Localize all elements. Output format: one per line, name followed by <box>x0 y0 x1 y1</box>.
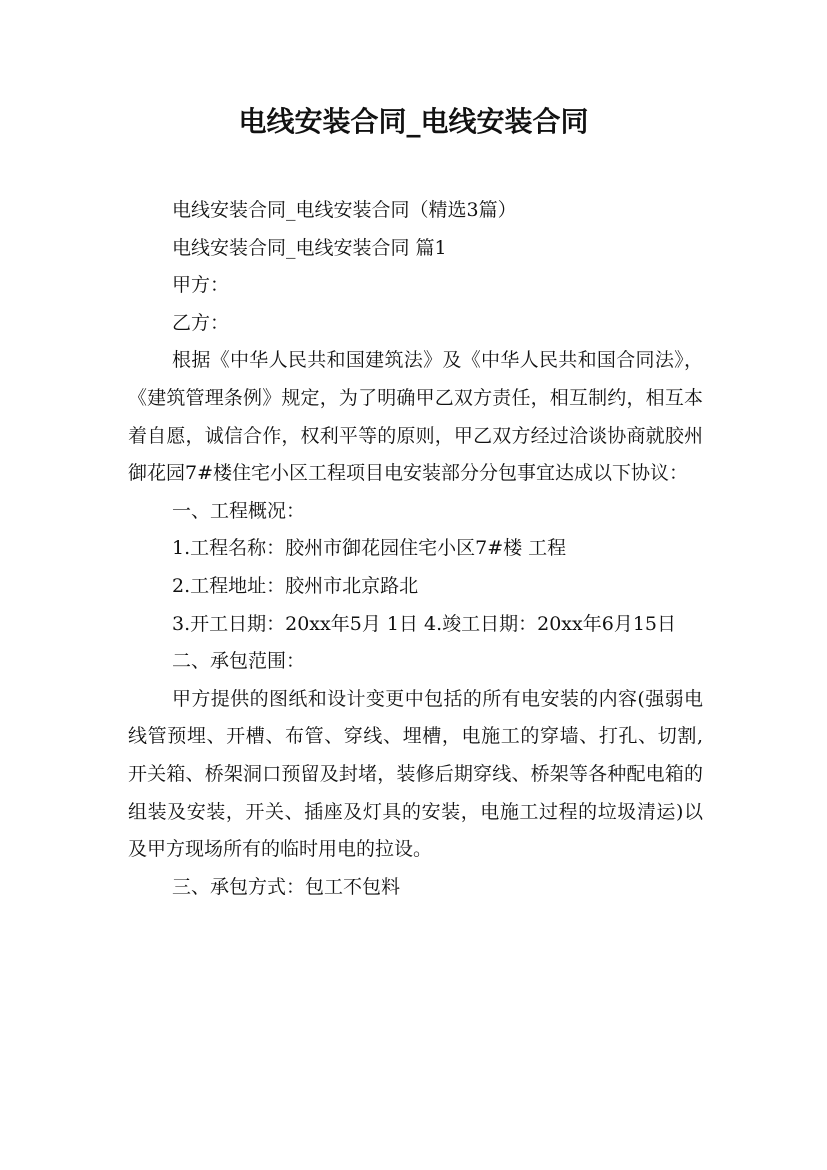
party-b-label: 乙方： <box>172 311 230 334</box>
document-title: 电线安装合同_电线安装合同 <box>238 105 589 138</box>
scope-paragraph: 甲方提供的图纸和设计变更中包括的所有电安装的内容(强弱电线管预埋、开槽、布管、穿线、埋槽，电施工的穿墙、打孔、切割,开关箱、桥架洞口预留及封堵，装修后期穿线、桥架等各种配电箱的组装及安装，开关、插座及灯具的安装，电施工过程的垃圾清运)以及甲方现场所有的临时用电的拉设。 <box>128 687 703 861</box>
section-3-heading: 三、承包方式：包工不包料 <box>172 875 401 898</box>
intro-paragraph: 根据《中华人民共和国建筑法》及《中华人民共和国合同法》，《建筑管理条例》规定，为了明确甲乙双方责任，相互制约，相互本着自愿，诚信合作，权利平等的原则，甲乙双方经过洽谈协商就胶州御花园7#楼住宅小区工程项目电安装部分分包事宜达成以下协议： <box>128 349 703 485</box>
document-body <box>128 192 703 906</box>
section-heading: 电线安装合同_电线安装合同 篇1 <box>172 236 447 259</box>
document-subtitle: 电线安装合同_电线安装合同（精选3篇） <box>172 199 517 221</box>
project-address-item: 2.工程地址：胶州市北京路北 <box>172 574 419 597</box>
project-dates-item: 3.开工日期：20xx年5月 1日 4.竣工日期：20xx年6月15日 <box>172 612 676 635</box>
section-1-heading: 一、工程概况： <box>172 499 306 522</box>
section-2-heading: 二、承包范围： <box>172 650 306 673</box>
project-name-item: 1.工程名称：胶州市御花园住宅小区7#楼 工程 <box>172 537 567 560</box>
party-a-label: 甲方： <box>172 274 230 297</box>
